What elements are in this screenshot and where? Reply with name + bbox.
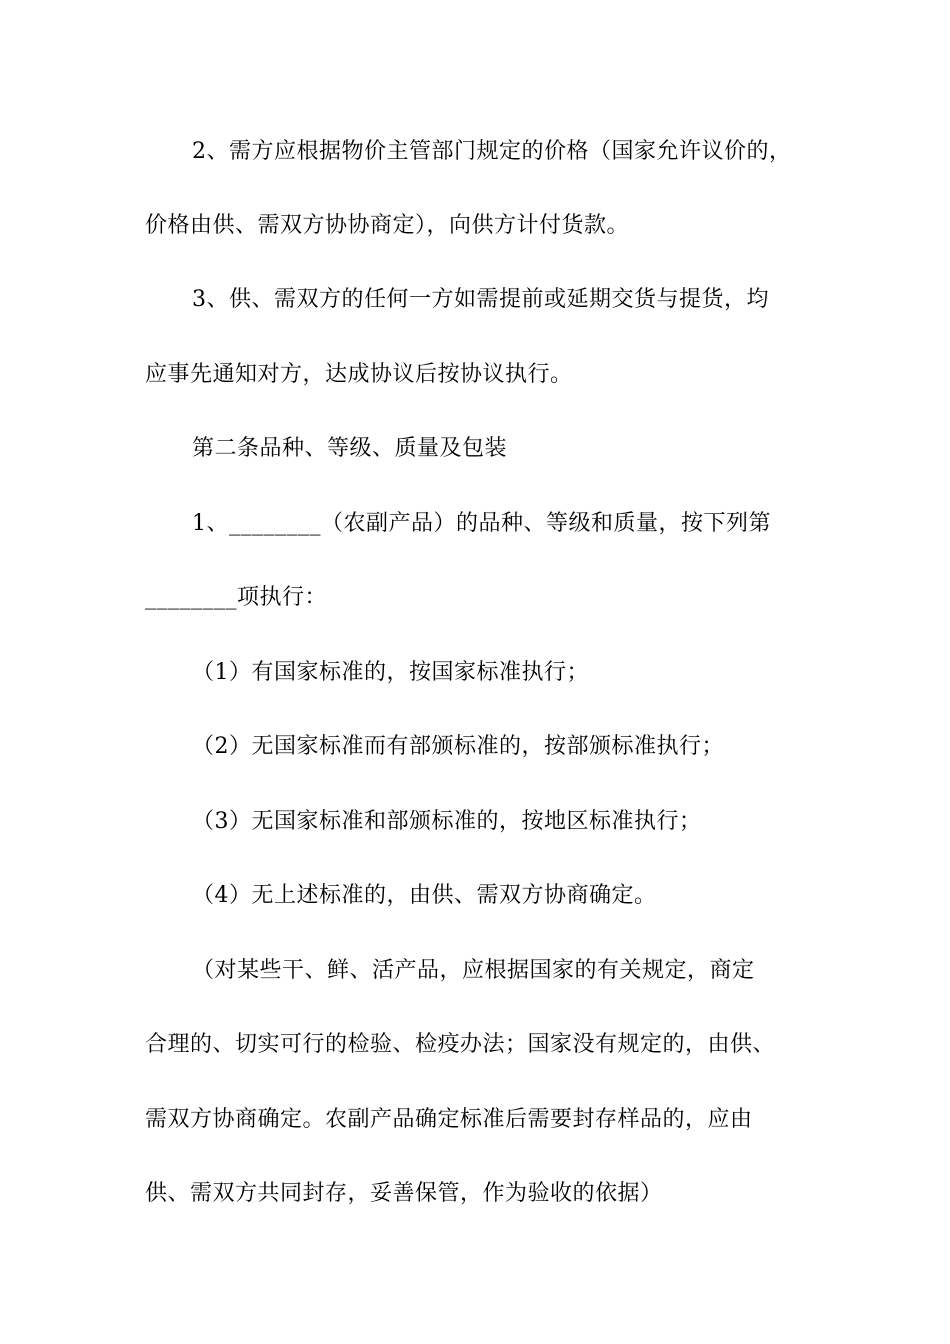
paragraph-line: 2、需方应根据物价主管部门规定的价格（国家允许议价的， <box>192 139 792 164</box>
list-item: （4）无上述标准的，由供、需双方协商确定。 <box>192 883 657 908</box>
paragraph-line: （对某些干、鲜、活产品，应根据国家的有关规定，商定 <box>192 958 755 983</box>
paragraph-line: 供、需双方共同封存，妥善保管，作为验收的依据） <box>145 1181 663 1206</box>
paragraph-line: 合理的、切实可行的检验、检疫办法；国家没有规定的，由供、 <box>145 1032 776 1057</box>
paragraph-line: 1、________（农副产品）的品种、等级和质量，按下列第 <box>192 511 771 536</box>
paragraph-line: 应事先通知对方，达成协议后按协议执行。 <box>145 362 573 387</box>
list-item: （2）无国家标准而有部颁标准的，按部颁标准执行； <box>192 734 724 759</box>
paragraph-line: 需双方协商确定。农副产品确定标准后需要封存样品的，应由 <box>145 1107 753 1132</box>
paragraph-line: 3、供、需双方的任何一方如需提前或延期交货与提货，均 <box>192 287 769 312</box>
paragraph-line: 价格由供、需双方协协商定），向供方计付货款。 <box>145 213 630 238</box>
list-item: （3）无国家标准和部颁标准的，按地区标准执行； <box>192 809 702 834</box>
paragraph-line: ________项执行： <box>145 585 328 610</box>
section-heading: 第二条品种、等级、质量及包装 <box>192 436 508 461</box>
list-item: （1）有国家标准的，按国家标准执行； <box>192 660 589 685</box>
